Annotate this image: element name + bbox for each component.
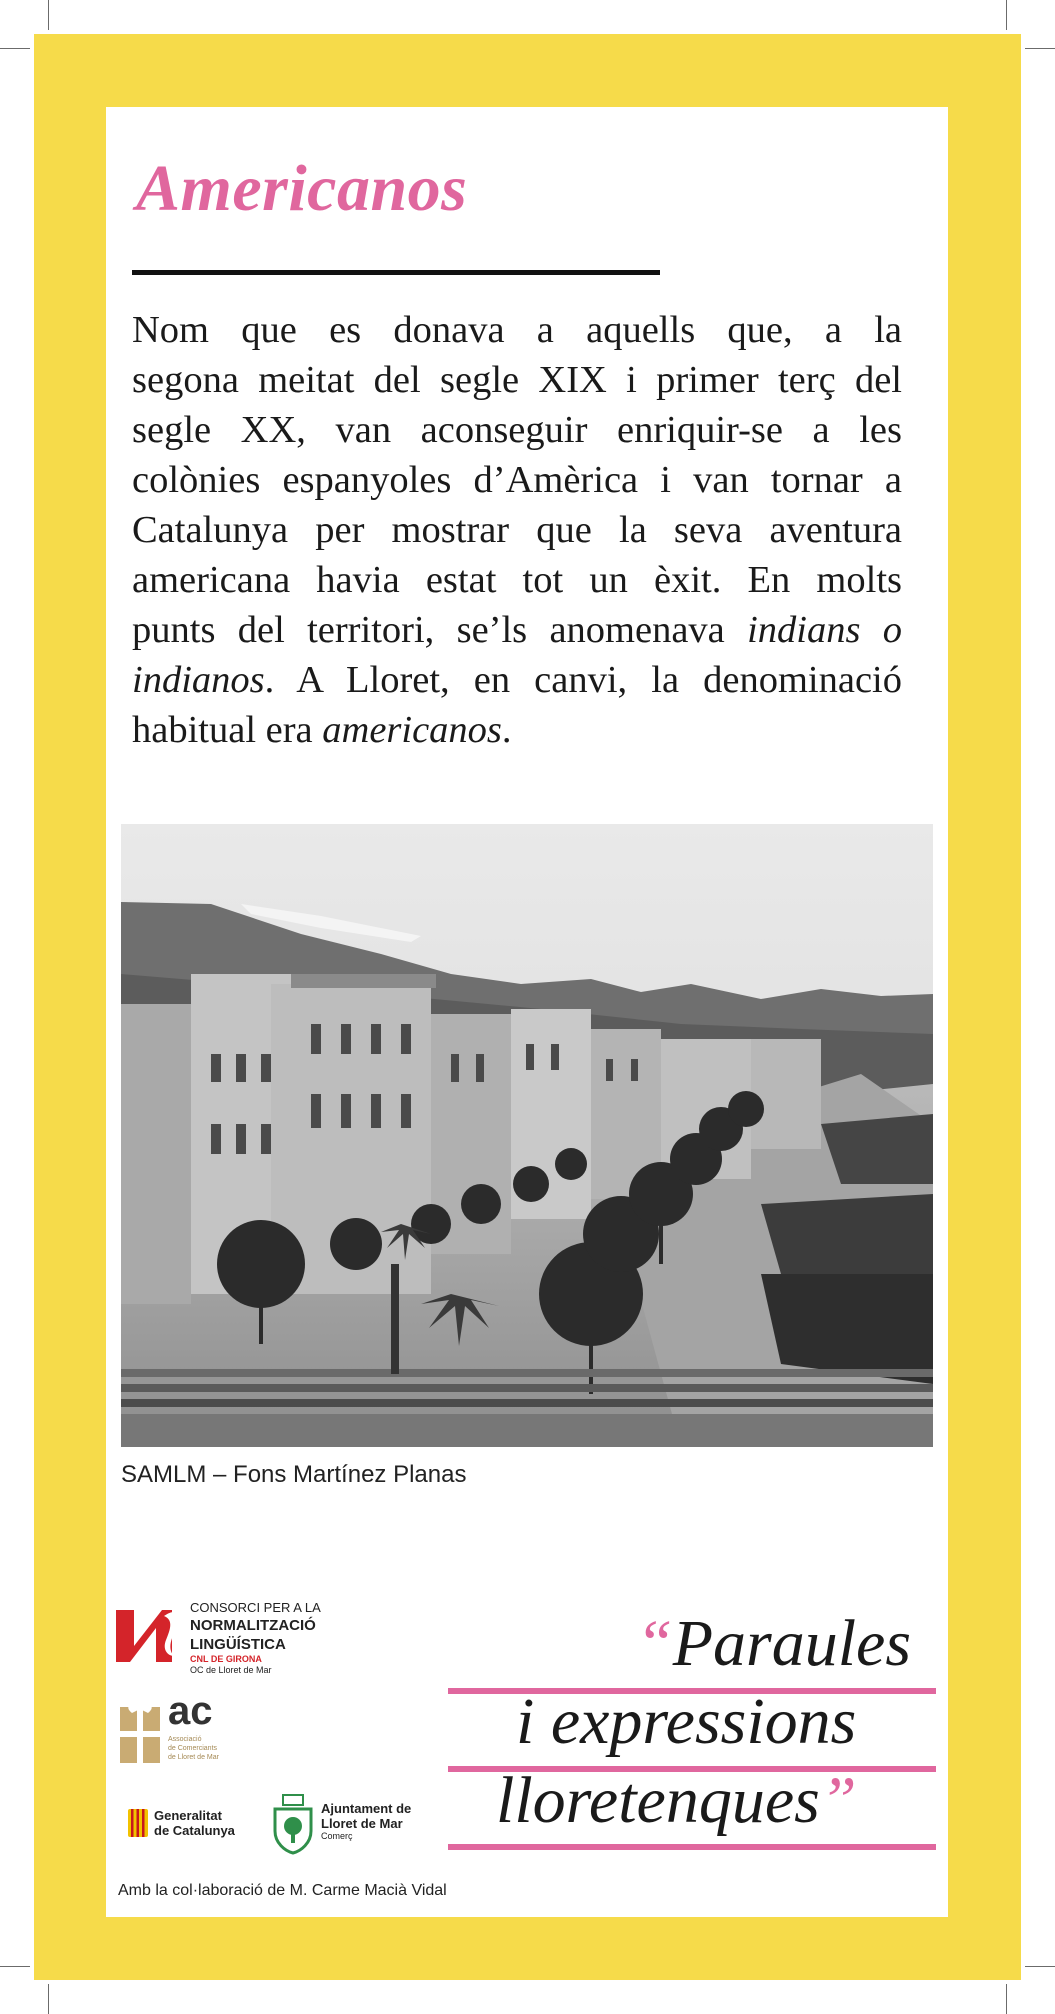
definition-line: colònies espanyoles d’Amèrica i van tornar a (132, 459, 902, 501)
ac-line: de Lloret de Mar (168, 1754, 219, 1761)
italic-term: americanos (322, 709, 502, 751)
italic-term: indians o (747, 609, 902, 651)
historical-photo (121, 824, 933, 1447)
collaboration-credit: Amb la col·laboració de M. Carme Macià Vidal (118, 1882, 447, 1899)
crop-mark (1006, 0, 1007, 30)
italic-term: indianos (132, 659, 265, 701)
definition-line: segle XX, van aconseguir enriquir-se a les (132, 409, 902, 451)
cnl-line: LINGÜÍSTICA (190, 1636, 286, 1653)
ajuntament-line: Ajuntament de (321, 1801, 412, 1816)
crop-mark (0, 48, 30, 49)
definition-text (132, 305, 902, 755)
definition-line: habitual era americanos. (132, 709, 512, 751)
cnl-logo (112, 1600, 322, 1690)
gift-icon (118, 1701, 162, 1765)
senyera-icon (128, 1809, 148, 1837)
definition-line: americana havia estat tot un èxit. En molts (132, 559, 902, 601)
title-underline (132, 270, 660, 275)
ajuntament-logo (271, 1793, 431, 1859)
cnl-line: CNL DE GIRONA (190, 1654, 262, 1664)
crop-mark (0, 1966, 30, 1967)
generalitat-line: Generalitat (154, 1808, 222, 1823)
ac-line: Associació (168, 1736, 202, 1743)
definition-line: Catalunya per mostrar que la seva aventura (132, 509, 902, 551)
open-quote: “ (636, 1607, 673, 1680)
ac-line: de Comerciants (168, 1745, 218, 1752)
ac-mark: ac (168, 1689, 213, 1733)
definition-line: Nom que es donava a aquells que, a la (132, 309, 902, 351)
cnl-line: NORMALITZACIÓ (190, 1617, 316, 1634)
crop-mark (48, 1984, 49, 2014)
crop-mark (48, 0, 49, 30)
content-panel (106, 107, 948, 1917)
generalitat-line: de Catalunya (154, 1823, 235, 1838)
slogan-line: “Paraules (636, 1607, 912, 1680)
crop-mark (1006, 1984, 1007, 2014)
definition-line: punts del territori, se’ls anomenava indians o (132, 609, 902, 651)
crop-mark (1025, 1966, 1055, 1967)
photo-caption: SAMLM – Fons Martínez Planas (121, 1461, 467, 1488)
crop-mark (1025, 48, 1055, 49)
ajuntament-line: Comerç (321, 1831, 353, 1841)
slogan-bar (448, 1844, 936, 1850)
cnl-mark-icon (112, 1606, 184, 1666)
generalitat-logo (128, 1807, 248, 1847)
page-title: Americanos (136, 152, 468, 225)
series-slogan (448, 1607, 936, 1870)
cnl-line: OC de Lloret de Mar (190, 1665, 272, 1675)
slogan-line: lloretenques” (496, 1764, 857, 1837)
coat-of-arms-icon (271, 1793, 315, 1855)
definition-line: indianos. A Lloret, en canvi, la denominació (132, 659, 902, 701)
slogan-line: i expressions (516, 1685, 857, 1758)
definition-line: segona meitat del segle XIX i primer terç del (132, 359, 902, 401)
ajuntament-line: Lloret de Mar (321, 1816, 403, 1831)
close-quote: ” (819, 1764, 857, 1837)
cnl-line: CONSORCI PER A LA (190, 1600, 321, 1615)
ac-logo (118, 1689, 268, 1777)
